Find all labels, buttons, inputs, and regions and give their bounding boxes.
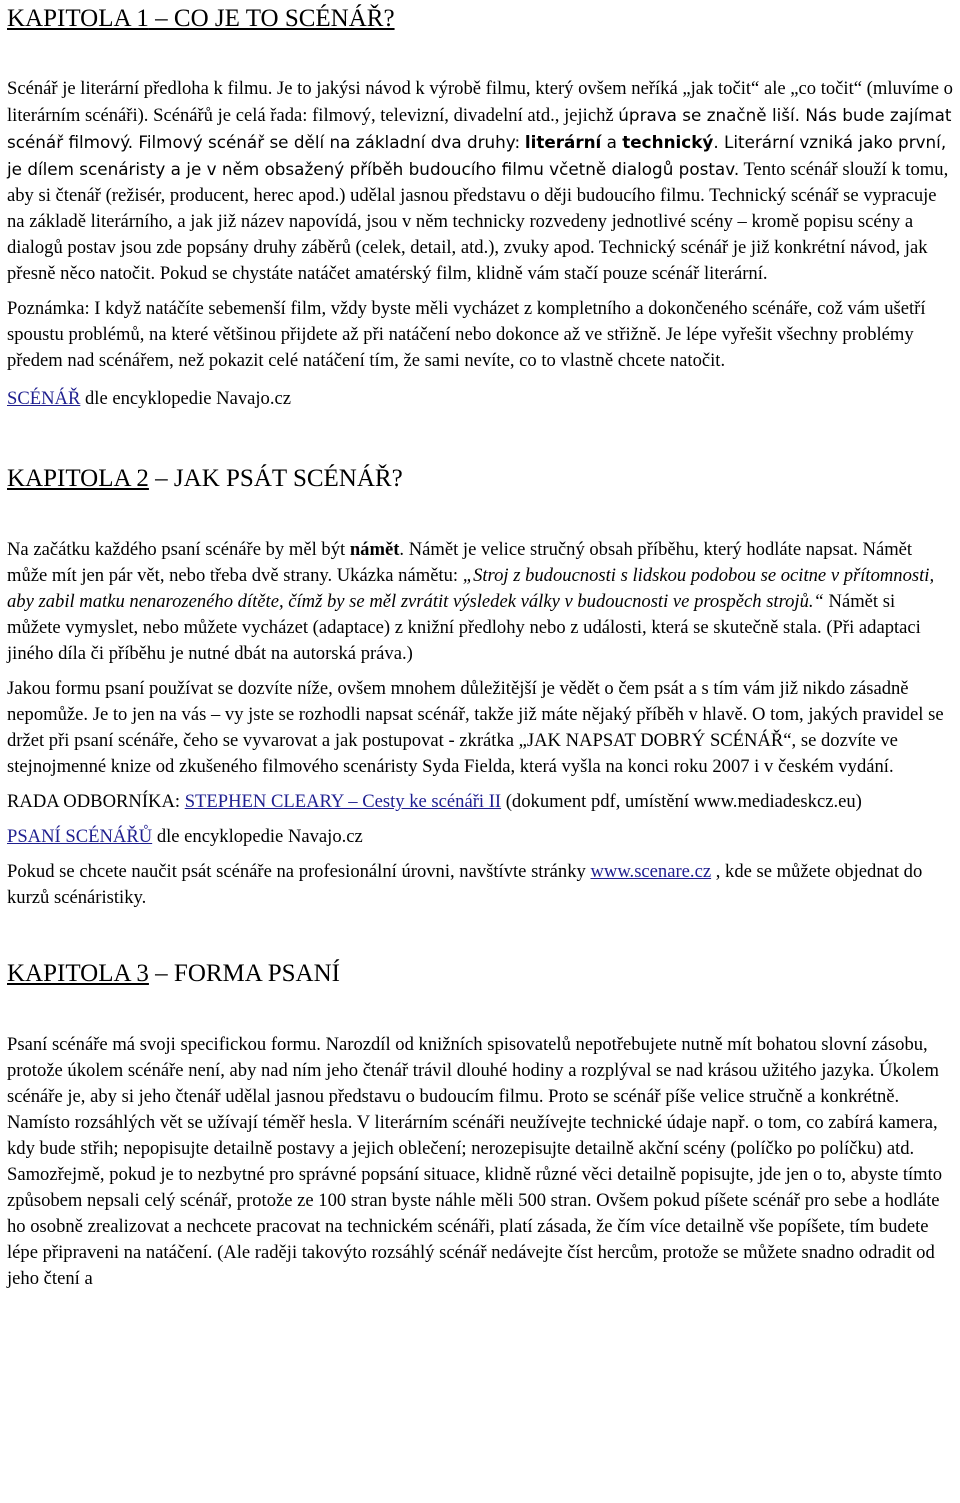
chapter-2-namet-rest: Námět si můžete vymyslet, nebo můžete vycházet (adaptace) z knižní předlohy nebo z události, která se skutečně stala. (Při adaptaci jiného díla či příběhu je nutné dbát na autorská práva.) (7, 591, 921, 664)
chapter-2-namet-desc: . Námět je velice stručný obsah příběhu, který hodláte napsat. Námět může mít jen pár vět, nebo třeba dvě strany. Ukázka námětu: (7, 539, 913, 586)
namet-example: „Stroj z budoucnosti s lidskou podobou se ocitne v přítomnosti, aby zabil matku nenarozeného dítěte, čímž by se měl zvrátit výsledek války v budoucnosti ve prospěch strojů.“ (7, 565, 935, 612)
chapter-2-expert-advice (7, 789, 953, 815)
chapter-1-paragraph-1-intro: Scénář je literární předloha k filmu. Je to jakýsi návod k výrobě filmu, který ovšem neříká „jak točit“ ale „co točit“ (mluvíme o literárním scénáři). Scénářů je celá řada: filmový, televizní, divadelní atd., jejichž (7, 78, 953, 126)
psani-scenaru-link[interactable]: PSANÍ SCÉNÁŘŮ (7, 826, 153, 847)
scenare-cz-link[interactable]: www.scenare.cz (590, 861, 712, 882)
chapter-1-number: KAPITOLA 1 (7, 5, 149, 32)
chapter-3-title: – FORMA PSANÍ (148, 960, 340, 987)
document-page (7, 0, 953, 1292)
expert-advice-note: (dokument pdf, umístění www.mediadeskcz.eu) (501, 791, 862, 812)
conjunction: a (601, 132, 623, 152)
term-technical: technický (622, 132, 714, 152)
course-intro: Pokud se chcete naučit psát scénáře na profesionální úrovni, navštívte stránky (7, 861, 591, 882)
chapter-1-heading (7, 3, 953, 35)
chapter-2-heading (7, 463, 953, 495)
term-namet: námět (349, 539, 400, 560)
chapter-2-course-paragraph (7, 859, 953, 911)
course-suffix: , kde se můžete objednat do kurzů scénáristiky. (7, 861, 923, 908)
chapter-1-note: Poznámka: I když natáčíte sebemenší film, vždy byste měli vycházet z kompletního a dokončeného scénáře, což vám ušetří spoustu problémů, na které většinou přijdete až při natáčení nebo dokonce až ve střižně. Je lépe vyřešit všechny problémy předem nad scénářem, než pokazit celé natáčení tím, že sami nevíte, co to vlastně chcete natočit. (7, 298, 926, 371)
chapter-2-paragraph-1 (7, 537, 953, 667)
scenar-encyclopedia-link[interactable]: SCÉNÁŘ (7, 388, 81, 409)
chapter-1-paragraph-1-literary: . Literární vzniká jako první, je dílem scenáristy a je v něm obsažený příběh budoucího filmu včetně dialogů postav. (7, 132, 947, 179)
chapter-3-paragraph-1: Psaní scénáře má svoji specifickou formu. Narozdíl od knižních spisovatelů nepotřebujete nutně mít bohatou slovní zásobu, protože úkolem scénáře není, aby nad ním jeho čtenář trávil dlouhé hodiny a rozplýval se nad krásou užitého jazyka. Úkolem scénáře je, aby si jeho čtenář udělal jasnou představu o budoucím filmu. Proto se scénář píše velice stručně a konkrétně. Namísto rozsáhlých vět se užívají téměř hesla. V literárním scénáři neužívejte technické údaje např. o tom, co zabírá kamera, kdy bude střih; nepopisujte detailně postavy a jejich oblečení; nerozepisujte detailně akční scény (políčko po políčku) atd. Samozřejmě, pokud je to nezbytné pro správné popsání situace, klidně různé věci detailně popisujte, jde jen o to, abyste tímto způsobem nepsali celý scénář, protože ze 100 stran byste náhle měli 500 stran. Ovšem pokud píšete scénář pro sebe a hodláte ho osobně zrealizovat a nechcete pracovat na technickém scénáři, platí zásada, že čím více detailně vše popíšete, tím budete lépe připraveni na natáčení. (Ale raději takovýto rozsáhlý scénář nedávejte číst hercům, protože se můžete snadno odradit od jeho čtení a (7, 1034, 943, 1289)
chapter-1-paragraph-1-rest: Tento scénář slouží k tomu, aby si čtenář (režisér, producent, herec apod.) udělal jasnou představu o ději budoucího filmu. Technický scénář se vypracuje na základě literárního, a jak již název napovídá, jsou v něm technicky rozvedeny jednotlivé scény – kromě popisu scény a dialogů postav jsou zde popsány druhy záběrů (celek, detail, atd.), zvuky apod. Technický scénář je již konkrétní návod, jak přesně něco natočit. Pokud se chystáte natáčet amatérský film, klidně vám stačí pouze scénář literární. (7, 159, 949, 284)
chapter-1-title: – CO JE TO SCÉNÁŘ? (148, 5, 395, 32)
chapter-2-title: – JAK PSÁT SCÉNÁŘ? (148, 465, 403, 492)
chapter-3-number: KAPITOLA 3 (7, 960, 149, 987)
chapter-2-intro: Na začátku každého psaní scénáře by měl být (7, 539, 350, 560)
chapter-3-heading (7, 958, 953, 990)
chapter-2-number: KAPITOLA 2 (7, 465, 149, 492)
chapter-1-encyclopedia-line (7, 386, 953, 412)
encyclopedia-suffix-2: dle encyklopedie Navajo.cz (152, 826, 363, 847)
term-literary: literární (524, 132, 602, 152)
chapter-2-paragraph-2: Jakou formu psaní používat se dozvíte níže, ovšem mnohem důležitější je vědět o čem psát a s tím vám již nikdo zásadně nepomůže. Je to jen na vás – vy jste se rozhodli napsat scénář, takže již máte nějaký příběh v hlavě. O tom, jakých pravidel se držet při psaní scénáře, čeho se vyvarovat a jak postupovat - zkrátka „JAK NAPSAT DOBRÝ SCÉNÁŘ“, se dozvíte ve stejnojmenné knize od zkušeného filmového scenáristy Syda Fielda, která vyšla na konci roku 2007 i v českém vydání. (7, 678, 944, 777)
chapter-1-paragraph-1 (7, 76, 953, 287)
chapter-2-encyclopedia-line (7, 824, 953, 850)
stephen-cleary-link[interactable]: STEPHEN CLEARY – Cesty ke scénáři II (184, 791, 502, 812)
chapter-1-paragraph-1-types: úprava se značně liší. Nás bude zajímat scénář filmový. Filmový scénář se dělí na základní dva druhy: (7, 105, 952, 152)
expert-advice-label: RADA ODBORNÍKA: (7, 791, 185, 812)
encyclopedia-suffix: dle encyklopedie Navajo.cz (80, 388, 291, 409)
